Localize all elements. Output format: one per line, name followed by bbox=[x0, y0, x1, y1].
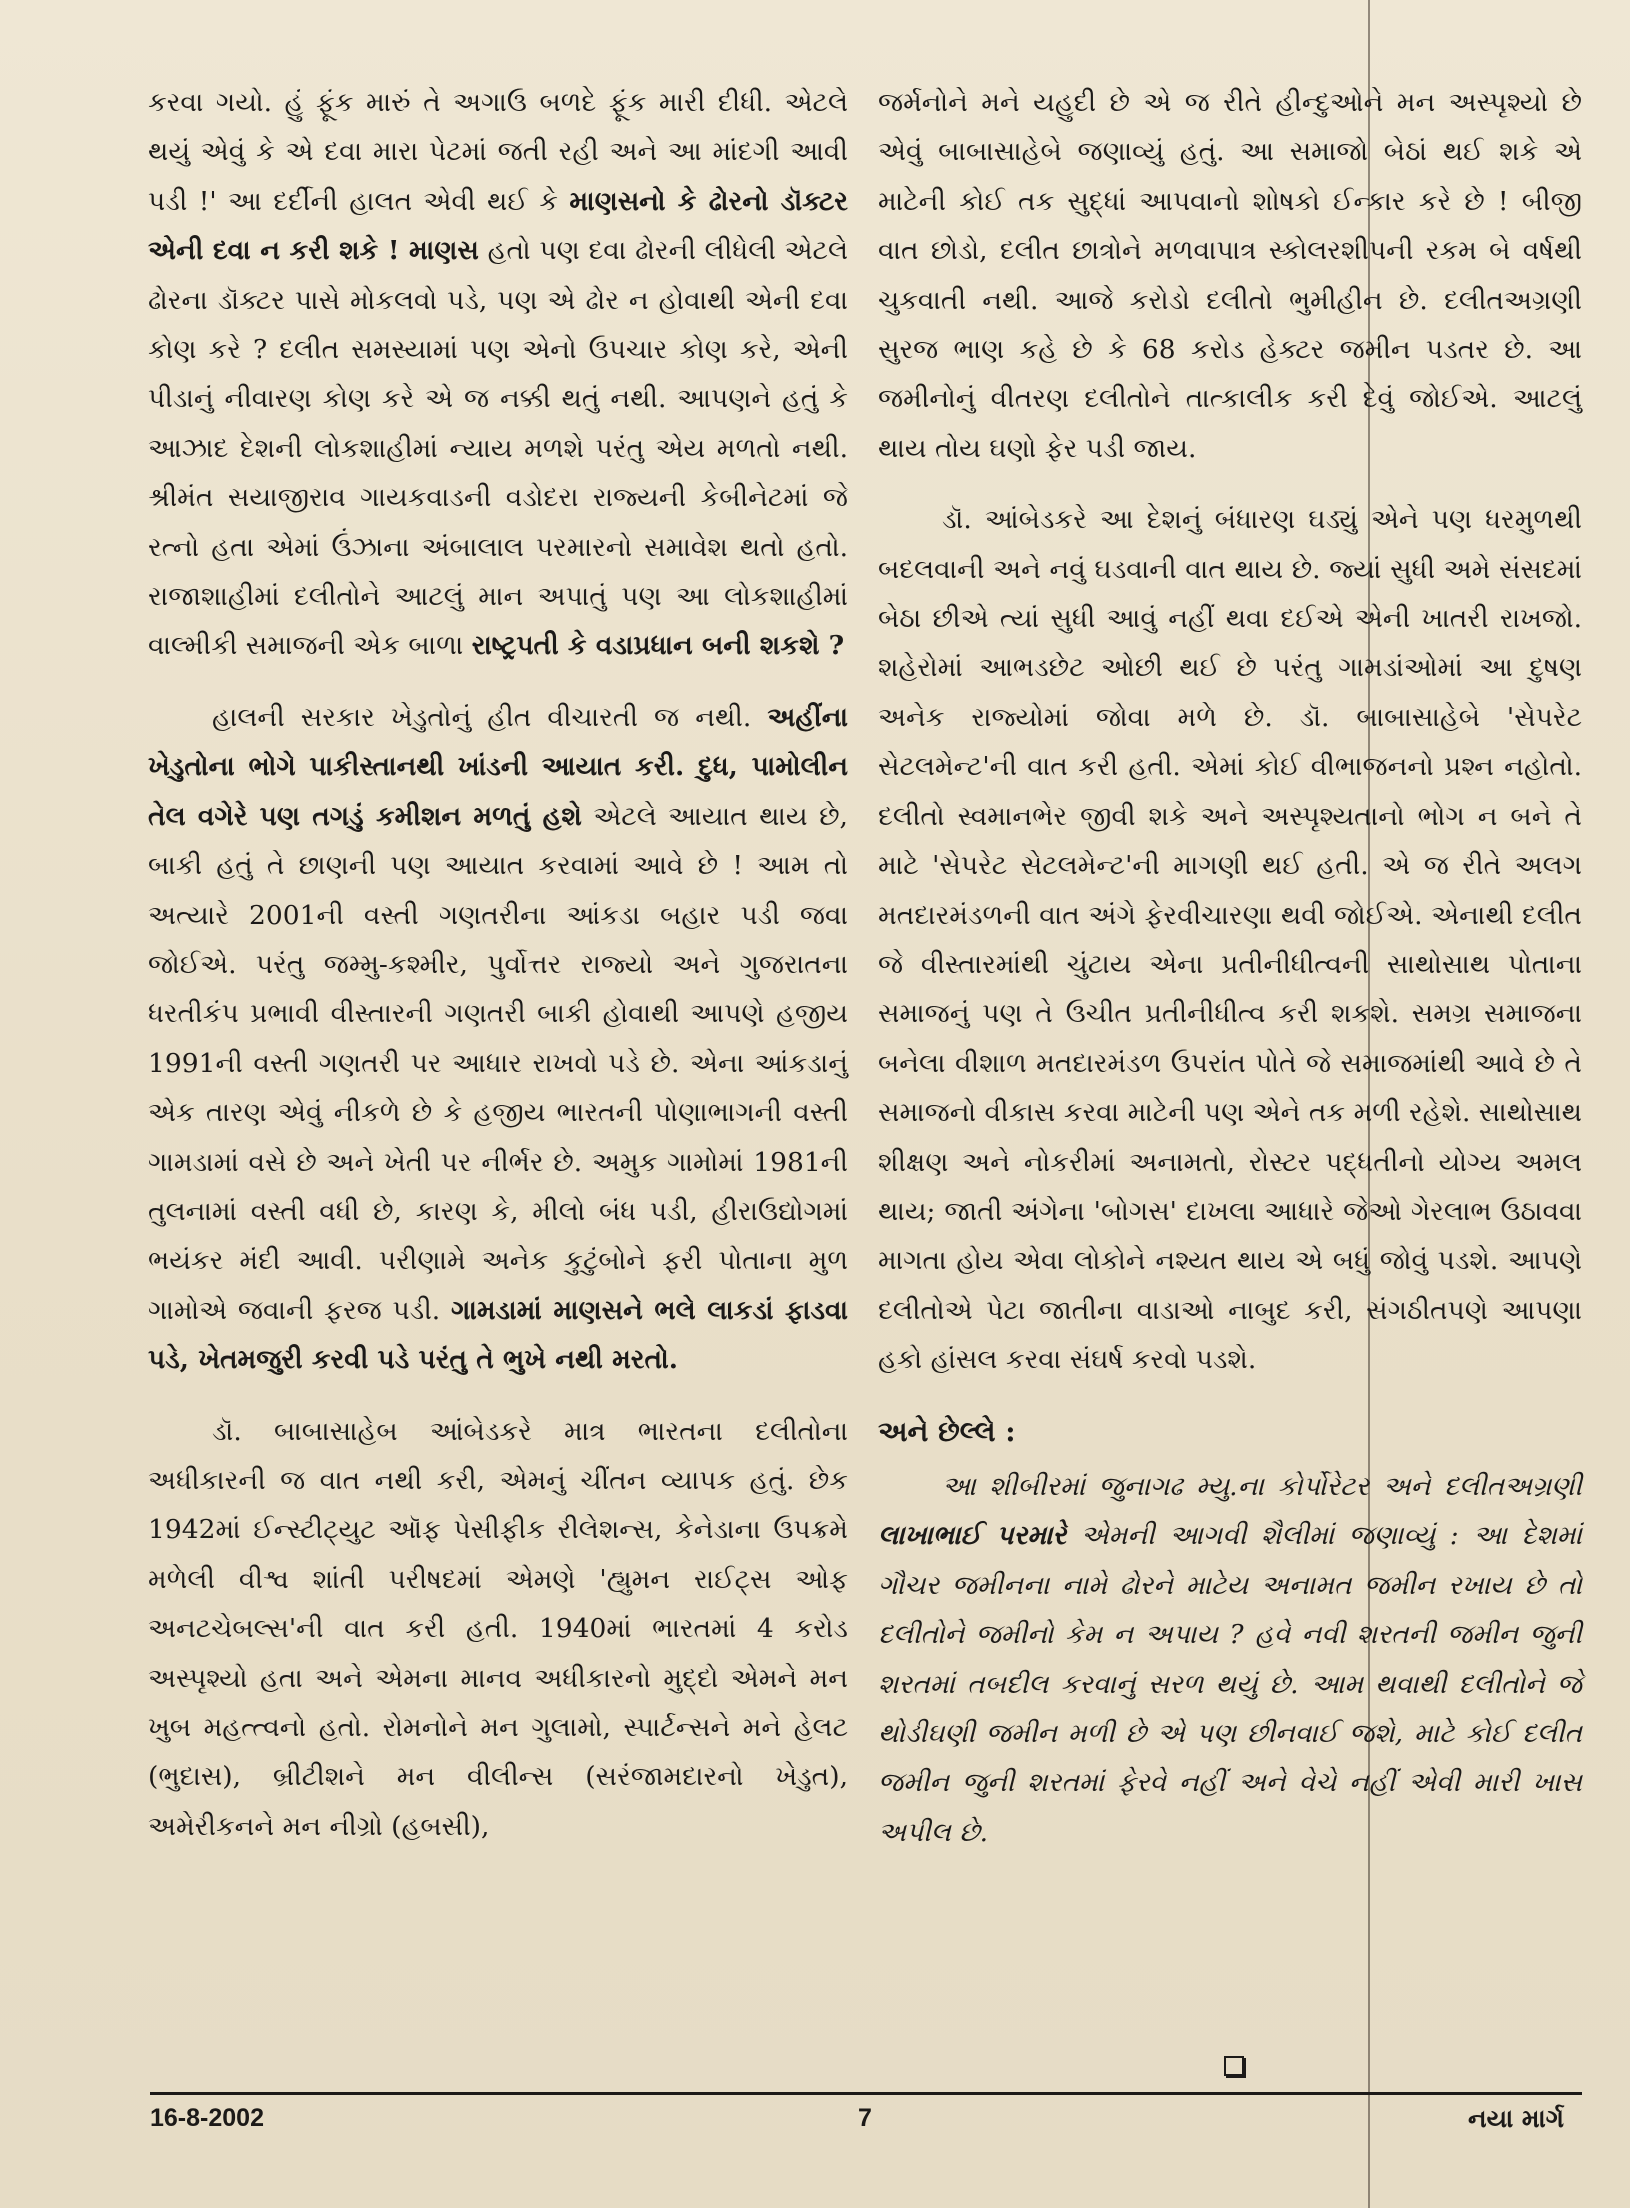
paragraph-text: આ શીબીરમાં જુનાગઢ મ્યુ.ના કોર્પોરેટર અને દલીતઅગ્રણી bbox=[942, 1470, 1582, 1502]
paragraph bbox=[878, 495, 1582, 1384]
page-number: 7 bbox=[858, 2104, 872, 2132]
left-column bbox=[148, 78, 848, 1851]
paragraph bbox=[148, 78, 848, 671]
paragraph-bold-text: અહીંના ખેડુતોના ભોગે પાકીસ્તાનથી ખાંડની આયાત કરી. દુધ, પામોલીન તેલ વગેરે પણ તગડું કમીશન મળતું હશે bbox=[148, 701, 848, 832]
footer-divider bbox=[150, 2092, 1582, 2095]
right-column bbox=[878, 78, 1582, 1857]
paragraph-text: ડૉ. બાબાસાહેબ આંબેડકરે માત્ર ભારતના દલીતોના અધીકારની જ વાત નથી કરી, એમનું ચીંતન વ્યાપક હતું. છેક 1942માં ઈન્સ્ટીટ્યુટ ઑફ પેસીફીક રીલેશન્સ, કેનેડાના ઉપક્રમે મળેલી વીશ્વ શાંતી પરીષદમાં એમણે 'હ્યુમન રાઈટ્સ ઓફ અનટચેબલ્સ'ની વાત કરી હતી. 1940માં ભારતમાં 4 કરોડ અસ્પૃશ્યો હતા અને એમના માનવ અધીકારનો મુદ્દો એમને મન ખુબ મહત્ત્વનો હતો. રોમનોને મન ગુલામો, સ્પાર્ટન્સને મને હેલટ (ભુદાસ), બ્રીટીશને મન વીલીન્સ (સરંજામદારનો ખેડુત), અમેરીકનને મન નીગ્રો (હબસી), bbox=[148, 1415, 848, 1842]
publication-title: નયા માર્ગ bbox=[1468, 2104, 1564, 2133]
paragraph-text: હતો પણ દવા ઢોરની લીધેલી એટલે ઢોરના ડૉક્ટર પાસે મોકલવો પડે, પણ એ ઢોર ન હોવાથી એની દવા કોણ કરે ? દલીત સમસ્યામાં પણ એનો ઉપચાર કોણ કરે, એની પીડાનું નીવારણ કોણ કરે એ જ નક્કી થતું નથી. આપણને હતું કે આઝાદ દેશની લોકશાહીમાં ન્યાય મળશે પરંતુ એય મળતો નથી. શ્રીમંત સયાજીરાવ ગાયકવાડની વડોદરા રાજ્યની કેબીનેટમાં જે રત્નો હતા એમાં ઉંઝાના અંબાલાલ પરમારનો સમાવેશ થતો હતો. રાજાશાહીમાં દલીતોને આટલું માન અપાતું પણ આ લોકશાહીમાં વાલ્મીકી સમાજની એક બાળા bbox=[148, 235, 848, 662]
paragraph-text: હાલની સરકાર ખેડુતોનું હીત વીચારતી જ નથી. bbox=[212, 701, 752, 733]
paragraph-text: એટલે આયાત થાય છે, બાકી હતું તે છાણની પણ આયાત કરવામાં આવે છે ! આમ તો અત્યારે 2001ની વસ્તી ગણતરીના આંકડા બહાર પડી જવા જોઈએ. પરંતુ જમ્મુ-કશ્મીર, પુર્વોત્તર રાજ્યો અને ગુજરાતના ધરતીકંપ પ્રભાવી વીસ્તારની ગણતરી બાકી હોવાથી આપણે હજીય 1991ની વસ્તી ગણતરી પર આધાર રાખવો પડે છે. એના આંકડાનું એક તારણ એવું નીકળે છે કે હજીય ભારતની પોણાભાગની વસ્તી ગામડામાં વસે છે અને ખેતી પર નીર્ભર છે. અમુક ગામોમાં 1981ની તુલનામાં વસ્તી વધી છે, કારણ કે, મીલો બંધ પડી, હીરાઉદ્યોગમાં ભયંકર મંદી આવી. પરીણામે અનેક કુટુંબોને ફરી પોતાના મુળ ગામોએ જવાની ફરજ પડી. bbox=[148, 800, 848, 1326]
paragraph-text: જર્મનોને મને યહુદી છે એ જ રીતે હીન્દુઓને મન અસ્પૃશ્યો છે એવું બાબાસાહેબે જણાવ્યું હતું. આ સમાજો બેઠાં થઈ શકે એ માટેની કોઈ તક સુદ્ધાં આપવાનો શોષકો ઈન્કાર કરે છે ! બીજી વાત છોડો, દલીત છાત્રોને મળવાપાત્ર સ્કોલરશીપની રકમ બે વર્ષથી ચુકવાતી નથી. આજે કરોડો દલીતો ભુમીહીન છે. દલીતઅગ્રણી સુરજ ભાણ કહે છે કે 68 કરોડ હેક્ટર જમીન પડતર છે. આ જમીનોનું વીતરણ દલીતોને તાત્કાલીક કરી દેવું જોઈએ. આટલું થાય તોય ઘણો ફેર પડી જાય. bbox=[878, 87, 1582, 464]
article-end-square-icon bbox=[1224, 2056, 1244, 2076]
paragraph-text: એમની આગવી શૈલીમાં જણાવ્યું : આ દેશમાં ગૌચર જમીનના નામે ઢોરને માટેય અનામત જમીન રખાય છે તો દલીતોને જમીનો કેમ ન અપાય ? હવે નવી શરતની જમીન જુની શરતમાં તબદીલ કરવાનું સરળ થયું છે. આમ થવાથી દલીતોને જે થોડીઘણી જમીન મળી છે એ પણ છીનવાઈ જશે, માટે કોઈ દલીત જમીન જુની શરતમાં ફેરવે નહીં અને વેચે નહીં એવી મારી ખાસ અપીલ છે. bbox=[878, 1520, 1582, 1848]
paragraph-bold-text: માણસનો કે ઢોરનો ડૉક્ટર એની દવા ન કરી શકે ! માણસ bbox=[148, 185, 848, 267]
section-subheading: અને છેલ્લે : bbox=[878, 1414, 1016, 1448]
quoted-paragraph bbox=[878, 1462, 1582, 1857]
footer-date: 16-8-2002 bbox=[150, 2104, 264, 2132]
paragraph bbox=[878, 78, 1582, 473]
paragraph-bold-text: ગામડામાં માણસને ભલે લાકડાં ફાડવા પડે, ખેતમજુરી કરવી પડે પરંતુ તે ભુખે નથી મરતો. bbox=[148, 1294, 849, 1376]
speaker-name: લાખાભાઈ પરમારે bbox=[878, 1520, 1067, 1552]
paragraph bbox=[148, 693, 848, 1385]
paragraph-text: કરવા ગયો. હું ફૂંક મારું તે અગાઉ બળદે ફૂંક મારી દીધી. એટલે થયું એવું કે એ દવા મારા પેટમાં જતી રહી અને આ માંદગી આવી પડી !' આ દર્દીની હાલત એવી થઈ કે bbox=[148, 87, 848, 217]
paragraph bbox=[148, 1407, 848, 1852]
paragraph-text: ડૉ. આંબેડકરે આ દેશનું બંધારણ ઘડ્યું એને પણ ધરમુળથી બદલવાની અને નવું ઘડવાની વાત થાય છે. જ્યાં સુધી અમે સંસદમાં બેઠા છીએ ત્યાં સુધી આવું નહીં થવા દઈએ એની ખાતરી રાખજો. શહેરોમાં આભડછેટ ઓછી થઈ છે પરંતુ ગામડાંઓમાં આ દુષણ અનેક રાજ્યોમાં જોવા મળે છે. ડૉ. બાબાસાહેબે 'સેપરેટ સેટલમેન્ટ'ની વાત કરી હતી. એમાં કોઈ વીભાજનનો પ્રશ્ન નહોતો. દલીતો સ્વમાનભેર જીવી શકે અને અસ્પૃશ્યતાનો ભોગ ન બને તે માટે 'સેપરેટ સેટલમેન્ટ'ની માગણી થઈ હતી. એ જ રીતે અલગ મતદારમંડળની વાત અંગે ફેરવીચારણા થવી જોઈએ. એનાથી દલીત જે વીસ્તારમાંથી ચુંટાય એના પ્રતીનીધીત્વની સાથોસાથ પોતાના સમાજનું પણ તે ઉચીત પ્રતીનીધીત્વ કરી શકશે. સમગ્ર સમાજના બનેલા વીશાળ મતદારમંડળ ઉપરાંત પોતે જે સમાજમાંથી આવે છે તે સમાજનો વીકાસ કરવા માટેની પણ એને તક મળી રહેશે. સાથોસાથ શીક્ષણ અને નોકરીમાં અનામતો, રોસ્ટર પદ્ધતીનો યોગ્ય અમલ થાય; જાતી અંગેના 'બોગસ' દાખલા આધારે જેઓ ગેરલાભ ઉઠાવવા માગતા હોય એવા લોકોને નશ્યત થાય એ બધું જોવું પડશે. આપણે દલીતોએ પેટા જાતીના વાડાઓ નાબુદ કરી, સંગઠીતપણે આપણા હકો હાંસલ કરવા સંઘર્ષ કરવો પડશે. bbox=[878, 504, 1582, 1376]
paragraph-bold-text: રાષ્ટ્રપતી કે વડાપ્રધાન બની શકશે ? bbox=[471, 630, 845, 662]
